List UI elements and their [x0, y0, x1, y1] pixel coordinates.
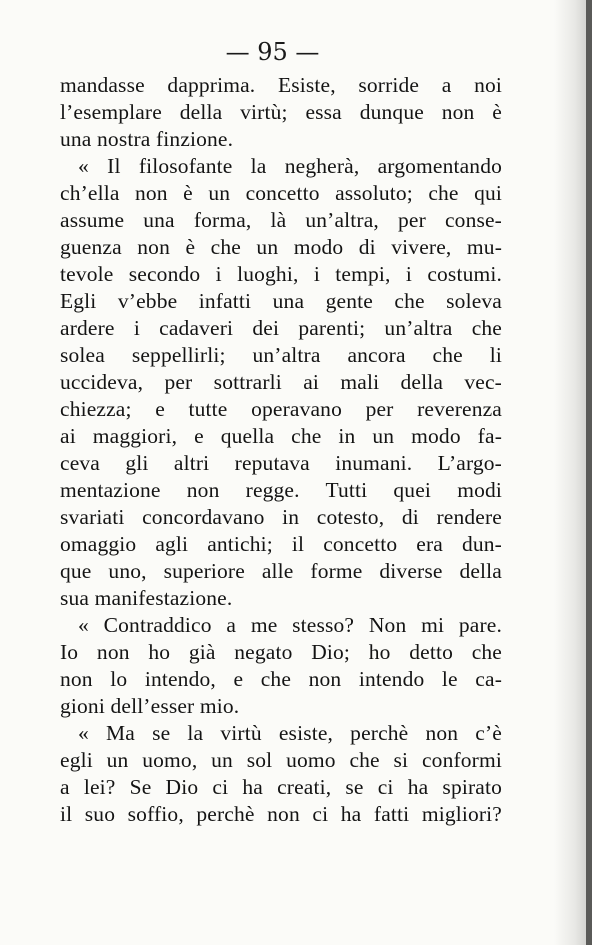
body-text	[60, 72, 502, 828]
text-line: una nostra finzione.	[60, 127, 234, 151]
text-line: svariati concordavano in cotesto, di rendere	[60, 505, 502, 529]
text-line: guenza non è che un modo di vivere, mu-	[60, 235, 502, 259]
text-line: ch’ella non è un concetto assoluto; che qui	[60, 181, 502, 205]
text-line: « Il filosofante la negherà, argomentando	[78, 154, 502, 178]
text-line: l’esemplare della virtù; essa dunque non è	[60, 100, 502, 124]
text-line: solea seppellirli; un’altra ancora che li	[60, 343, 502, 367]
text-line: ai maggiori, e quella che in un modo fa-	[60, 424, 502, 448]
page-edge	[586, 0, 592, 945]
text-line: uccideva, per sottrarli ai mali della vec-	[60, 370, 502, 394]
page-number: — 95 —	[225, 38, 320, 66]
text-line: ceva gli altri reputava inumani. L’argo-	[60, 451, 502, 475]
text-line: non lo intendo, e che non intendo le ca-	[60, 667, 502, 691]
text-line: mentazione non regge. Tutti quei modi	[60, 478, 502, 502]
text-line: a lei? Se Dio ci ha creati, se ci ha spirato	[60, 775, 502, 799]
text-line: omaggio agli antichi; il concetto era dun-	[60, 532, 502, 556]
text-line: mandasse dapprima. Esiste, sorride a noi	[60, 73, 502, 97]
text-line: « Contraddico a me stesso? Non mi pare.	[78, 613, 502, 637]
text-line: tevole secondo i luoghi, i tempi, i costumi.	[60, 262, 502, 286]
text-line: gioni dell’esser mio.	[60, 694, 240, 718]
text-line: il suo soffio, perchè non ci ha fatti migliori?	[60, 802, 502, 826]
text-line: egli un uomo, un sol uomo che si conformi	[60, 748, 502, 772]
text-line: que uno, superiore alle forme diverse della	[60, 559, 502, 583]
text-line: Egli v’ebbe infatti una gente che soleva	[60, 289, 502, 313]
text-line: ardere i cadaveri dei parenti; un’altra che	[60, 316, 502, 340]
text-line: sua manifestazione.	[60, 586, 233, 610]
text-line: Io non ho già negato Dio; ho detto che	[60, 640, 502, 664]
text-line: assume una forma, là un’altra, per conse-	[60, 208, 502, 232]
text-line: « Ma se la virtù esiste, perchè non c’è	[78, 721, 502, 745]
text-line: chiezza; e tutte operavano per reverenza	[60, 397, 502, 421]
